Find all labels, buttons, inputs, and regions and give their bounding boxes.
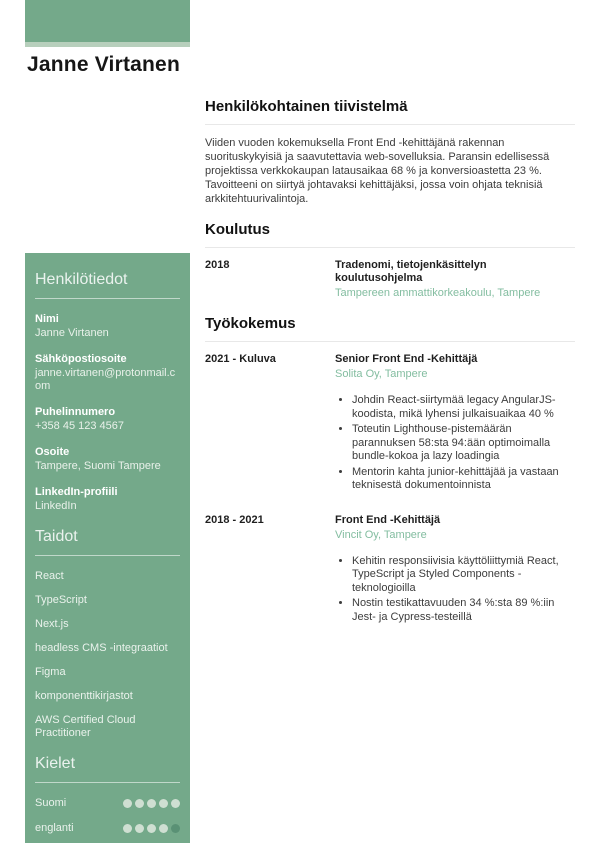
- level-dot-filled: [135, 824, 144, 833]
- education-entries: [205, 259, 575, 300]
- page-title: Janne Virtanen: [27, 53, 180, 76]
- level-dot-filled: [171, 799, 180, 808]
- entry-subtitle: Vincit Oy, Tampere: [335, 528, 427, 541]
- contact-field-value: +358 45 123 4567: [35, 420, 125, 432]
- education-entry: [205, 259, 575, 300]
- level-dot-filled: [147, 799, 156, 808]
- entry-body: [335, 353, 575, 495]
- entry-period: 2021 - Kuluva: [205, 353, 276, 365]
- entry-subtitle: Tampereen ammattikorkeakoulu, Tampere: [335, 287, 541, 299]
- sidebar-section-languages: [35, 755, 180, 834]
- level-dot-filled: [159, 824, 168, 833]
- level-dot-filled: [159, 799, 168, 808]
- entry-period: 2018: [205, 259, 230, 271]
- entry-body: [335, 514, 575, 627]
- contact-field-label: Puhelinnumero: [35, 406, 116, 418]
- entry-subtitle: Solita Oy, Tampere: [335, 368, 428, 380]
- entry-bullet: • Kehitin responsiivisia käyttöliittymiä React, TypeScript ja Styled Components -teknologioilla: [352, 555, 575, 596]
- experience-entry: [205, 514, 575, 627]
- contact-field-label: Osoite: [35, 446, 70, 458]
- sidebar-heading-skills: Taidot: [35, 528, 180, 556]
- entry-title: Senior Front End -Kehittäjä: [335, 353, 478, 365]
- skill-item: Next.js: [35, 618, 69, 630]
- skills-list: [35, 570, 180, 740]
- contact-field-label: Nimi: [35, 313, 59, 325]
- language-label: Suomi: [35, 797, 67, 809]
- contact-field: [35, 313, 180, 340]
- section-divider: [205, 341, 575, 342]
- entry-bullet: • Johdin React-siirtymää legacy AngularJS-koodista, mikä lyhensi julkaisuaikaa 40 %: [352, 394, 575, 421]
- entry-bullet: • Toteutin Lighthouse-pistemäärän parannuksen 58:sta 94:ään optimoimalla bundle-kokoa ja lazy loadingia: [352, 423, 575, 464]
- contact-field: [35, 353, 180, 393]
- contact-field-value: janne.virtanen@protonmail.com: [35, 367, 176, 392]
- experience-entry: [205, 353, 575, 495]
- contact-field-value: Janne Virtanen: [35, 327, 109, 339]
- summary-heading: Henkilökohtainen tiivistelmä: [205, 98, 408, 115]
- skill-item: Figma: [35, 666, 66, 678]
- entry-bullet-list: [335, 555, 575, 625]
- contact-field-value: Tampere, Suomi Tampere: [35, 460, 161, 472]
- experience-entries: [205, 353, 575, 626]
- experience-section: [205, 315, 575, 626]
- entry-bullet-list: [335, 394, 575, 493]
- skill-item: AWS Certified Cloud Practitioner: [35, 714, 136, 739]
- summary-section: [205, 98, 575, 206]
- header-accent-block: [25, 0, 190, 42]
- contact-field: [35, 446, 180, 473]
- level-dot-filled: [147, 824, 156, 833]
- education-section: [205, 221, 575, 300]
- experience-heading: Työkokemus: [205, 315, 296, 332]
- level-dot-empty: [171, 824, 180, 833]
- language-row: [35, 797, 180, 809]
- sidebar-heading-personal: Henkilötiedot: [35, 271, 180, 299]
- main-content: [205, 98, 575, 641]
- contact-field-label: Sähköpostiosoite: [35, 353, 127, 365]
- section-divider: [205, 124, 575, 125]
- language-level-dots: [123, 824, 180, 833]
- level-dot-filled: [135, 799, 144, 808]
- language-row: [35, 822, 180, 834]
- sidebar-heading-languages: Kielet: [35, 755, 180, 783]
- level-dot-filled: [123, 799, 132, 808]
- skill-item: React: [35, 570, 64, 582]
- header-accent-strip: [25, 42, 190, 47]
- skill-item: TypeScript: [35, 594, 87, 606]
- entry-period: 2018 - 2021: [205, 513, 264, 526]
- entry-bullet: • Mentorin kahta junior-kehittäjää ja vastaan teknisestä dokumentoinnista: [352, 466, 575, 493]
- summary-text: Viiden vuoden kokemuksella Front End -kehittäjänä rakennan suorituskykyisiä ja saavutettavia web-sovelluksia. Paransin edellisessä projektissa verkkokaupan latausaikaa 68 % ja konversioastetta 23 %. Tavoitteeni on siirtyä johtavaksi kehittäjäksi, jossa voin ohjata teknisiä arkkitehtuurivalintoja.: [205, 137, 550, 205]
- skill-item: komponenttikirjastot: [35, 690, 133, 702]
- contact-field-label: LinkedIn-profiili: [35, 486, 118, 498]
- sidebar-section-personal: [35, 271, 180, 513]
- level-dot-filled: [123, 824, 132, 833]
- section-divider: [205, 247, 575, 248]
- contact-field-value: LinkedIn: [35, 500, 77, 512]
- sidebar: [25, 253, 190, 843]
- skill-item: headless CMS -integraatiot: [35, 642, 168, 654]
- contact-field: [35, 486, 180, 513]
- contact-field: [35, 406, 180, 433]
- education-heading: Koulutus: [205, 221, 270, 238]
- entry-bullet: • Nostin testikattavuuden 34 %:sta 89 %:iin Jest- ja Cypress-testeillä: [352, 597, 575, 624]
- entry-title: Tradenomi, tietojenkäsittelyn koulutusohjelma: [335, 259, 487, 284]
- sidebar-section-skills: [35, 528, 180, 740]
- language-level-dots: [123, 799, 180, 808]
- entry-body: [335, 259, 575, 300]
- language-label: englanti: [35, 822, 74, 834]
- languages-list: [35, 797, 180, 834]
- entry-title: Front End -Kehittäjä: [335, 513, 441, 526]
- contact-fields: [35, 313, 180, 513]
